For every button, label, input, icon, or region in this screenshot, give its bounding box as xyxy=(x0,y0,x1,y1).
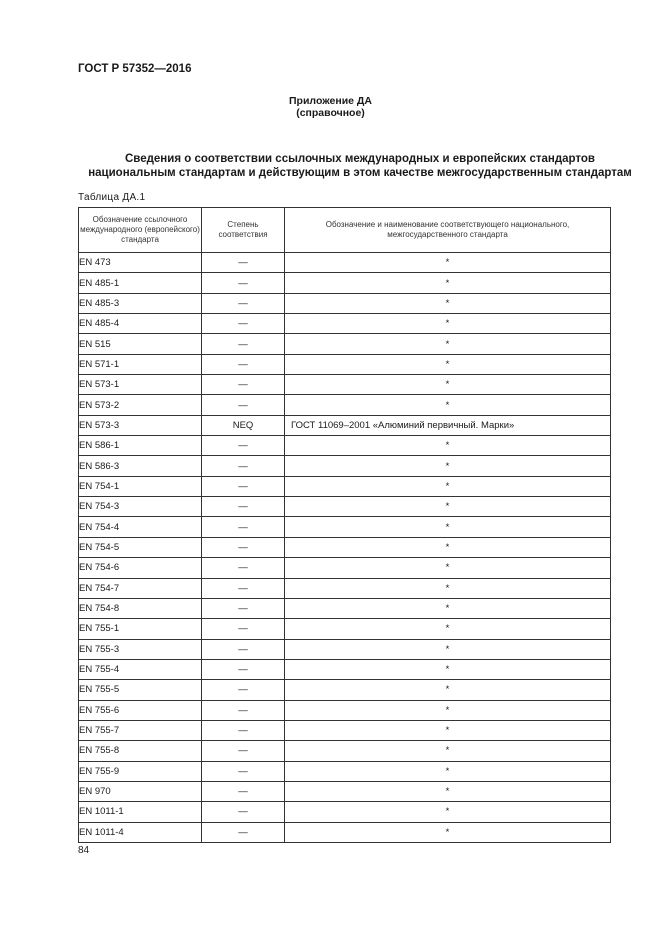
cell-standard: * xyxy=(285,639,611,659)
cell-degree: — xyxy=(202,273,285,293)
table-row xyxy=(79,354,611,374)
table-row xyxy=(79,680,611,700)
cell-degree: — xyxy=(202,476,285,496)
cell-degree: — xyxy=(202,761,285,781)
cell-degree: — xyxy=(202,375,285,395)
cell-standard: * xyxy=(285,517,611,537)
page-number: 84 xyxy=(78,845,90,856)
table-row xyxy=(79,659,611,679)
cell-reference: EN 755-4 xyxy=(79,659,202,679)
cell-degree: — xyxy=(202,639,285,659)
cell-standard: * xyxy=(285,598,611,618)
table-row xyxy=(79,558,611,578)
table-row xyxy=(79,273,611,293)
cell-reference: EN 754-8 xyxy=(79,598,202,618)
cell-reference: EN 1011-4 xyxy=(79,822,202,842)
cell-reference: EN 473 xyxy=(79,253,202,273)
column-header-reference: Обозначение ссылочного международного (европейского) стандарта xyxy=(79,208,202,253)
table-row xyxy=(79,639,611,659)
table-row xyxy=(79,741,611,761)
cell-standard: * xyxy=(285,537,611,557)
cell-reference: EN 755-5 xyxy=(79,680,202,700)
table-row xyxy=(79,781,611,801)
annex-title: Приложение ДА xyxy=(289,95,372,107)
annex-title-block xyxy=(0,95,661,119)
cell-degree: — xyxy=(202,537,285,557)
cell-reference: EN 586-3 xyxy=(79,456,202,476)
correspondence-table xyxy=(78,207,611,843)
section-heading-line-1: Сведения о соответствии ссылочных международных и европейских стандартов xyxy=(124,153,595,165)
table-row xyxy=(79,456,611,476)
cell-degree: — xyxy=(202,497,285,517)
cell-degree: — xyxy=(202,659,285,679)
table-row xyxy=(79,253,611,273)
cell-degree: — xyxy=(202,680,285,700)
table-row xyxy=(79,619,611,639)
cell-reference: EN 755-8 xyxy=(79,741,202,761)
cell-degree: — xyxy=(202,253,285,273)
cell-reference: EN 485-4 xyxy=(79,314,202,334)
cell-standard: * xyxy=(285,273,611,293)
table-row xyxy=(79,700,611,720)
cell-standard: * xyxy=(285,700,611,720)
cell-degree: — xyxy=(202,517,285,537)
cell-standard: * xyxy=(285,619,611,639)
table-row xyxy=(79,436,611,456)
cell-reference: EN 755-1 xyxy=(79,619,202,639)
cell-reference: EN 754-4 xyxy=(79,517,202,537)
cell-standard: * xyxy=(285,680,611,700)
cell-degree: — xyxy=(202,334,285,354)
cell-standard: * xyxy=(285,659,611,679)
cell-standard: * xyxy=(285,314,611,334)
table-caption: Таблица ДА.1 xyxy=(78,192,146,203)
cell-degree: — xyxy=(202,700,285,720)
cell-degree: — xyxy=(202,598,285,618)
cell-reference: EN 515 xyxy=(79,334,202,354)
cell-degree: — xyxy=(202,802,285,822)
cell-standard: * xyxy=(285,334,611,354)
cell-standard: * xyxy=(285,761,611,781)
table-row xyxy=(79,802,611,822)
cell-reference: EN 970 xyxy=(79,781,202,801)
cell-standard: * xyxy=(285,822,611,842)
cell-standard: * xyxy=(285,578,611,598)
table-row xyxy=(79,334,611,354)
cell-degree: — xyxy=(202,354,285,374)
document-code: ГОСТ Р 57352—2016 xyxy=(78,63,192,75)
table-row xyxy=(79,415,611,435)
table-row xyxy=(79,497,611,517)
cell-standard: * xyxy=(285,293,611,313)
cell-degree: NEQ xyxy=(202,415,285,435)
table-row xyxy=(79,476,611,496)
cell-degree: — xyxy=(202,720,285,740)
cell-standard: * xyxy=(285,720,611,740)
cell-degree: — xyxy=(202,741,285,761)
table-row xyxy=(79,598,611,618)
cell-reference: EN 755-9 xyxy=(79,761,202,781)
cell-standard: ГОСТ 11069–2001 «Алюминий первичный. Марки» xyxy=(285,415,611,435)
column-header-standard: Обозначение и наименование соответствующего национального, межгосударственного стандарта xyxy=(285,208,611,253)
table-body xyxy=(79,253,611,843)
table-row xyxy=(79,761,611,781)
cell-reference: EN 586-1 xyxy=(79,436,202,456)
cell-standard: * xyxy=(285,558,611,578)
cell-degree: — xyxy=(202,456,285,476)
annex-subtitle: (справочное) xyxy=(296,107,365,119)
cell-reference: EN 754-5 xyxy=(79,537,202,557)
cell-standard: * xyxy=(285,253,611,273)
cell-reference: EN 573-3 xyxy=(79,415,202,435)
table-row xyxy=(79,293,611,313)
cell-standard: * xyxy=(285,497,611,517)
cell-degree: — xyxy=(202,293,285,313)
cell-degree: — xyxy=(202,558,285,578)
cell-degree: — xyxy=(202,619,285,639)
cell-standard: * xyxy=(285,781,611,801)
cell-reference: EN 754-6 xyxy=(79,558,202,578)
table-row xyxy=(79,822,611,842)
cell-reference: EN 755-6 xyxy=(79,700,202,720)
cell-reference: EN 754-1 xyxy=(79,476,202,496)
table-row xyxy=(79,578,611,598)
cell-reference: EN 754-7 xyxy=(79,578,202,598)
cell-degree: — xyxy=(202,395,285,415)
cell-standard: * xyxy=(285,395,611,415)
cell-degree: — xyxy=(202,822,285,842)
cell-reference: EN 755-7 xyxy=(79,720,202,740)
cell-reference: EN 485-3 xyxy=(79,293,202,313)
cell-degree: — xyxy=(202,781,285,801)
section-heading xyxy=(60,152,660,180)
cell-standard: * xyxy=(285,741,611,761)
cell-standard: * xyxy=(285,456,611,476)
cell-standard: * xyxy=(285,802,611,822)
table-row xyxy=(79,517,611,537)
cell-reference: EN 1011-1 xyxy=(79,802,202,822)
cell-standard: * xyxy=(285,436,611,456)
table-row xyxy=(79,375,611,395)
table-row xyxy=(79,537,611,557)
cell-degree: — xyxy=(202,314,285,334)
column-header-degree: Степень соответствия xyxy=(202,208,285,253)
cell-standard: * xyxy=(285,375,611,395)
section-heading-line-2: национальным стандартам и действующим в этом качестве межгосударственным стандартам xyxy=(88,167,632,179)
cell-reference: EN 573-2 xyxy=(79,395,202,415)
cell-degree: — xyxy=(202,436,285,456)
cell-degree: — xyxy=(202,578,285,598)
table-row xyxy=(79,314,611,334)
cell-reference: EN 573-1 xyxy=(79,375,202,395)
table-row xyxy=(79,720,611,740)
cell-reference: EN 485-1 xyxy=(79,273,202,293)
cell-standard: * xyxy=(285,354,611,374)
cell-reference: EN 571-1 xyxy=(79,354,202,374)
cell-reference: EN 755-3 xyxy=(79,639,202,659)
table-row xyxy=(79,395,611,415)
table-header-row xyxy=(79,208,611,253)
cell-reference: EN 754-3 xyxy=(79,497,202,517)
cell-standard: * xyxy=(285,476,611,496)
